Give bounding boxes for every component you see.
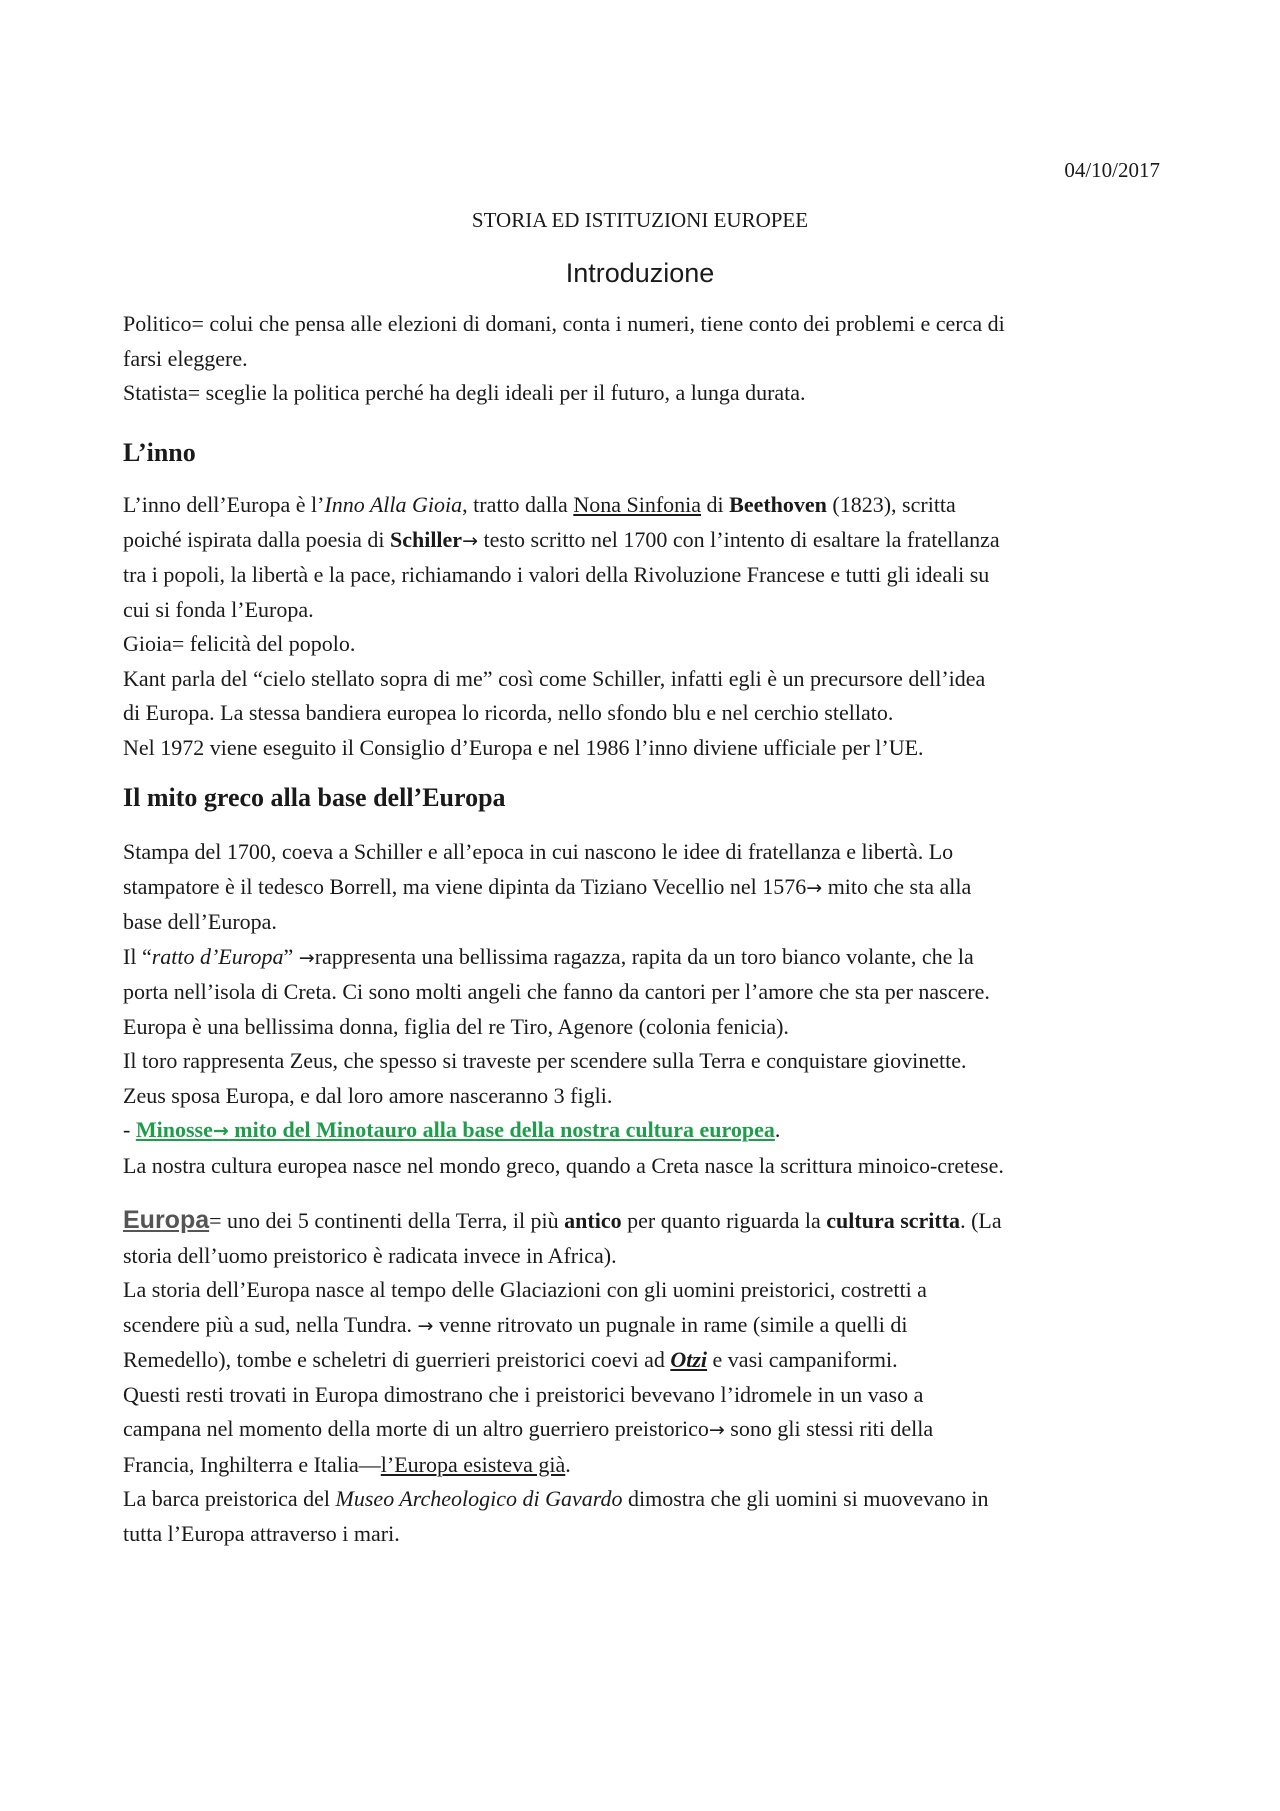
paragraph-line: La nostra cultura europea nasce nel mondo greco, quando a Creta nasce la scrittura minoico-cretese. [123,1152,1004,1178]
paragraph-line: di Europa. La stessa bandiera europea lo ricorda, nello sfondo blu e nel cerchio stellato. [123,700,894,725]
paragraph-line: scendere più a sud, nella Tundra. → venne ritrovato un pugnale in rame (simile a quelli di [123,1311,908,1337]
paragraph-line: Stampa del 1700, coeva a Schiller e all’epoca in cui nascono le idee di fratellanza e libertà. Lo [123,839,954,864]
paragraph-line: Il “ratto d’Europa” →rappresenta una bellissima ragazza, rapita da un toro bianco volante, che la [123,943,974,969]
paragraph-line: porta nell’isola di Creta. Ci sono molti angeli che fanno da cantori per l’amore che sta per nascere. [123,979,990,1004]
paragraph-line: Questi resti trovati in Europa dimostrano che i preistorici bevevano l’idromele in un vaso a [123,1381,924,1407]
politico-definition-cont: farsi eleggere. [123,345,248,371]
minosse-line: - Minosse→ mito del Minotauro alla base della nostra cultura europea. [123,1117,781,1142]
italic-text: Museo Archeologico di Gavardo [335,1486,623,1511]
bold-text: Beethoven [729,492,827,517]
europa-definition: Europa= uno dei 5 continenti della Terra, il più antico per quanto riguarda la cultura scritta. (La [123,1206,1002,1234]
bold-text: cultura scritta [826,1208,961,1233]
italic-text: Inno Alla Gioia [324,492,463,517]
intro-section [123,307,1168,411]
mito-section [123,835,1168,1183]
paragraph-line: campana nel momento della morte di un altro guerriero preistorico→ sono gli stessi riti della [123,1416,934,1441]
otzi-keyword: Otzi [670,1347,708,1372]
politico-definition: Politico= colui che pensa alle elezioni di domani, conta i numeri, tiene conto dei problemi e cerca di [123,311,1005,336]
heading-inno: L’inno [123,438,196,467]
document-date: 04/10/2017 [1064,158,1160,182]
paragraph-line: Zeus sposa Europa, e dal loro amore nasceranno 3 figli. [123,1082,613,1108]
paragraph-line: tra i popoli, la libertà e la pace, richiamando i valori della Rivoluzione Francese e tutti gli ideali su [123,562,990,587]
arrow-right-icon: → [806,876,823,899]
italic-text: ratto d’Europa [151,943,284,969]
bold-text: Schiller [389,526,463,552]
paragraph-line: Kant parla del “cielo stellato sopra di me” così come Schiller, infatti egli è un precursore dell’idea [123,665,986,691]
underlined-text: l’Europa esisteva già [380,1451,566,1477]
arrow-right-icon: → [212,1120,229,1142]
paragraph-line: Europa è una bellissima donna, figlia del re Tiro, Agenore (colonia fenicia). [123,1013,789,1039]
section-title-introduzione: Introduzione [565,258,715,288]
paragraph-line: Remedello), tombe e scheletri di guerrieri preistorici coevi ad Otzi e vasi campaniformi. [123,1347,898,1372]
bold-text: antico [564,1208,622,1233]
inno-section [123,488,1168,765]
paragraph-line: La storia dell’Europa nasce al tempo delle Glaciazioni con gli uomini preistorici, costretti a [123,1277,927,1302]
paragraph-line: poiché ispirata dalla poesia di Schiller→ testo scritto nel 1700 con l’intento di esaltare la fratellanza [123,526,1000,552]
arrow-right-icon: → [298,946,315,969]
paragraph-line: cui si fonda l’Europa. [123,596,314,622]
paragraph-line: storia dell’uomo preistorico è radicata invece in Africa). [123,1242,617,1268]
paragraph-line: L’inno dell’Europa è l’Inno Alla Gioia, tratto dalla Nona Sinfonia di Beethoven (1823), scritta [123,492,956,517]
paragraph-line: Francia, Inghilterra e Italia—l’Europa esisteva già. [123,1451,571,1477]
green-highlight-text: Minosse→ mito del Minotauro alla base della nostra cultura europea [135,1117,775,1142]
document-title: STORIA ED ISTITUZIONI EUROPEE [471,208,809,232]
paragraph-line: Gioia= felicità del popolo. [123,631,356,656]
paragraph-line: La barca preistorica del Museo Archeologico di Gavardo dimostra che gli uomini si muovevano in [123,1486,989,1511]
paragraph-line: tutta l’Europa attraverso i mari. [123,1520,400,1546]
europa-keyword: Europa [123,1206,210,1234]
underlined-text: Nona Sinfonia [573,492,702,517]
arrow-right-icon: → [417,1314,434,1337]
statista-definition: Statista= sceglie la politica perché ha degli ideali per il futuro, a lunga durata. [123,380,806,405]
arrow-right-icon: → [708,1419,725,1441]
paragraph-line: Il toro rappresenta Zeus, che spesso si traveste per scendere sulla Terra e conquistare giovinette. [123,1048,967,1073]
arrow-right-icon: → [462,529,478,552]
paragraph-line: stampatore è il tedesco Borrell, ma viene dipinta da Tiziano Vecellio nel 1576→ mito che sta alla [123,873,972,899]
paragraph-line: Nel 1972 viene eseguito il Consiglio d’Europa e nel 1986 l’inno diviene ufficiale per l’UE. [123,734,924,760]
europa-section [123,1203,1168,1551]
heading-mito-greco: Il mito greco alla base dell’Europa [123,783,506,812]
paragraph-line: base dell’Europa. [123,909,277,934]
